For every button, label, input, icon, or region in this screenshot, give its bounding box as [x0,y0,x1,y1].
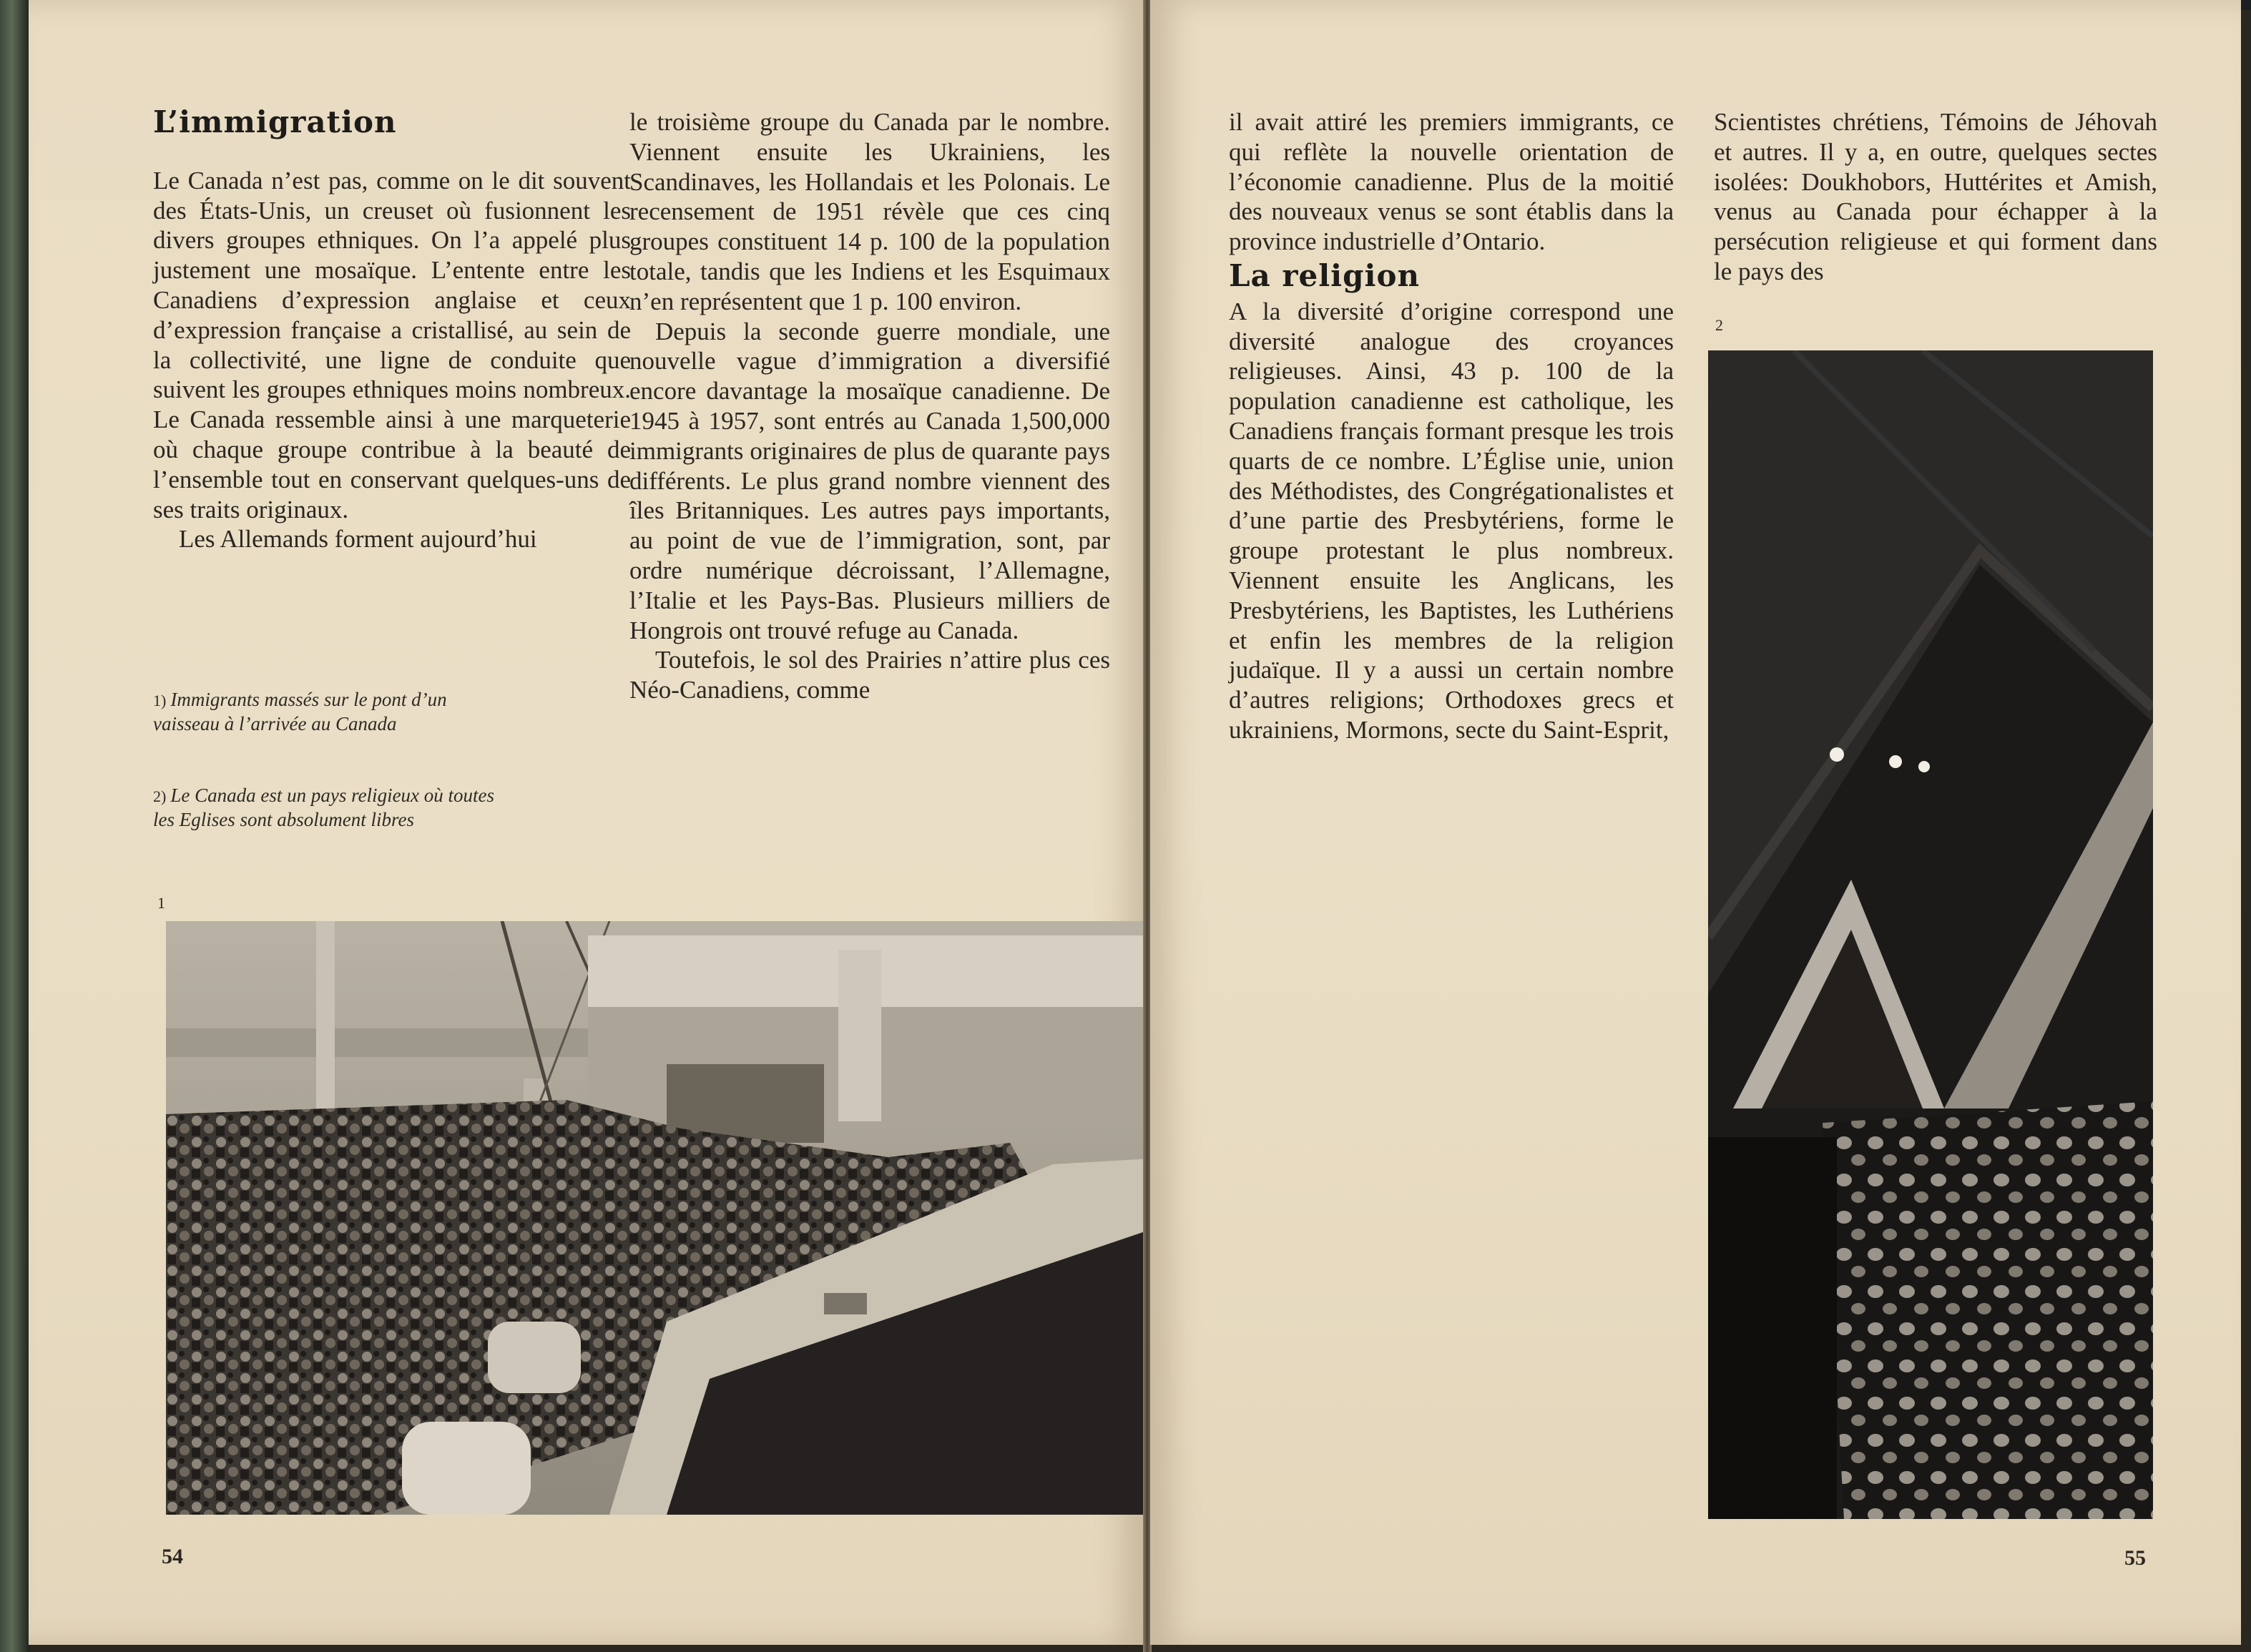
section-heading-religion: La religion [1229,257,1420,293]
page-number-right: 55 [2124,1546,2146,1570]
right-column-2 [1714,107,2157,287]
right-column-1 [1229,107,1674,745]
left-column-2 [629,107,1110,705]
caption-2 [153,784,511,832]
caption-1 [153,688,511,736]
church-interior-photo [1708,350,2153,1519]
caption-text: Immigrants massés sur le pont d’un vaisseau à l’arrivée au Canada [153,689,447,734]
paragraph: il avait attiré les premiers immigrants, ce qui reflète la nouvelle orientation de l’économie canadienne. Plus de la moitié des nouveaux venus se sont établis dans la province industrielle d’Ontario. [1229,108,1674,256]
paragraph: Scientistes chrétiens, Témoins de Jéhovah et autres. Il y a, en outre, quelques sectes isolées: Doukhobors, Huttérites et Amish, venus au Canada pour échapper à la persécution religieuse et qui forment dans le pays des [1714,108,2157,285]
left-page [29,0,1144,1645]
paragraph: Les Allemands forment aujourd’hui [179,525,537,554]
page-number-left: 54 [162,1545,183,1568]
caption-number: 2) [153,787,167,805]
book-edge [0,0,30,1652]
paragraph: Le Canada n’est pas, comme on le dit souvent des États-Unis, un creuset où fusionnent les divers groupes ethniques. On l’a appelé plus justement une mosaïque. L’entente entre les Canadiens d’expression anglaise et ceux d’expression française a cristallisé, au sein de la collectivité, une ligne de conduite que suivent les groupes ethniques moins nombreux. Le Canada ressemble ainsi à une marqueterie où chaque groupe contribue à la beauté de l’ensemble tout en conservant quelques-uns de ses traits originaux. [153,166,631,523]
photo-label-1: 1 [157,894,165,912]
immigrants-ship-photo [166,921,1144,1515]
caption-number: 1) [153,692,167,709]
paragraph: A la diversité d’origine correspond une diversité analogue des croyances religieuses. Ainsi, 43 p. 100 de la population canadienne est catholique, les Canadiens français formant presque les trois quarts de ce nombre. L’Église unie, union des Méthodistes, des Congrégationalistes et d’une partie des Presbytériens, forme le groupe protestant le plus nombreux. Viennent ensuite les Anglicans, les Presbytériens, les Baptistes, les Luthériens et enfin les membres de la religion judaïque. Il y a aussi un certain nombre d’autres religions; Orthodoxes grecs et ukrainiens, Mormons, secte du Saint-Esprit, [1229,297,1674,744]
paragraph: le troisième groupe du Canada par le nombre. Viennent ensuite les Ukrainiens, les Scandinaves, les Hollandais et les Polonais. Le recensement de 1951 révèle que ces cinq groupes constituent 14 p. 100 de la population totale, tandis que les Indiens et les Esquimaux n’en représentent que 1 p. 100 environ. [629,108,1110,315]
left-column-1 [153,104,631,554]
caption-text: Le Canada est un pays religieux où toutes les Eglises sont absolument libres [153,785,495,830]
section-heading-immigration: L’immigration [153,104,397,139]
photo-label-2: 2 [1715,316,1723,334]
right-page [1150,0,2241,1645]
paragraph: Toutefois, le sol des Prairies n’attire plus ces Néo-Canadiens, comme [629,646,1110,704]
paragraph: Depuis la seconde guerre mondiale, une nouvelle vague d’immigration a diversifié encore davantage la mosaïque canadienne. De 1945 à 1957, sont entrés au Canada 1,500,000 immigrants originaires de plus de quarante pays différents. Le plus grand nombre viennent des îles Britanniques. Les autres pays importants, au point de vue de l’immigration, sont, par ordre numérique décroissant, l’Allemagne, l’Italie et les Pays-Bas. Plusieurs milliers de Hongrois ont trouvé refuge au Canada. [629,317,1110,644]
